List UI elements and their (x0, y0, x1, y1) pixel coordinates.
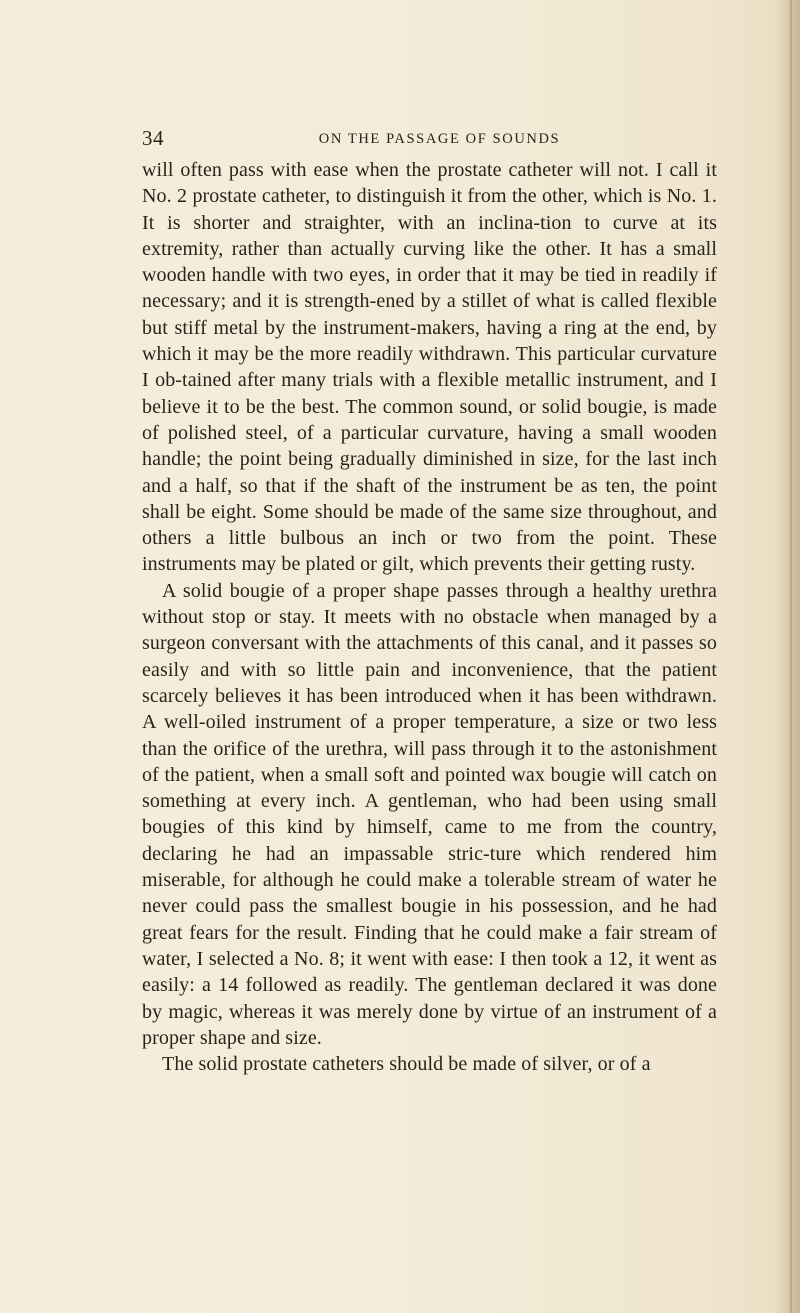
paragraph-3: The solid prostate catheters should be made of silver, or of a (162, 1053, 651, 1076)
paragraph-2: A solid bougie of a proper shape passes through a healthy urethra without stop or stay. It meets with no obstacle when managed by a surgeon conversant with the attachments of this canal, and it passes so easily and with so little pain and inconvenience, that the patient scarcely believes it has been introduced when it has been withdrawn. A well-oiled instrument of a proper temperature, a size or two less than the orifice of the urethra, will pass through it to the astonishment of the patient, when a small soft and pointed wax bougie will catch on something at every inch. A gentleman, who had been using small bougies of this kind by himself, came to me from the country, declaring he had an impassable stric-ture which rendered him miserable, for although he could make a tolerable stream of water he never could pass the smallest bougie in his possession, and he had great fears for the result. Finding that he could make a fair stream of water, I selected a No. 8; it went with ease: I then took a 12, it went as easily: a 14 followed as readily. The gentleman declared it was done by magic, whereas it was merely done by virtue of an instrument of a proper shape and size. (142, 579, 717, 1049)
page-header (142, 124, 717, 152)
page-number: 34 (142, 126, 164, 150)
page-edge-line (790, 0, 792, 1313)
paragraph-1: will often pass with ease when the prostate catheter will not. I call it No. 2 prostate catheter, to distinguish it from the other, which is No. 1. It is shorter and straighter, with an inclina-tion to curve at its extremity, rather than actually curving like the other. It has a small wooden handle with two eyes, in order that it may be tied in readily if necessary; and it is strength-ened by a stillet of what is called flexible but stiff metal by the instrument-makers, having a ring at the end, by which it may be the more readily withdrawn. This particular curvature I ob-tained after many trials with a flexible metallic instrument, and I believe it to be the best. The common sound, or solid bougie, is made of polished steel, of a particular curvature, having a small wooden handle; the point being gradually diminished in size, for the last inch and a half, so that if the shaft of the instrument be as ten, the point shall be eight. Some should be made of the same size throughout, and others a little bulbous an inch or two from the point. These instruments may be plated or gilt, which prevents their getting rusty. (142, 159, 717, 576)
page-edge-shadow (774, 0, 800, 1313)
running-head: ON THE PASSAGE OF SOUNDS (318, 131, 561, 147)
body-text (142, 157, 717, 1077)
